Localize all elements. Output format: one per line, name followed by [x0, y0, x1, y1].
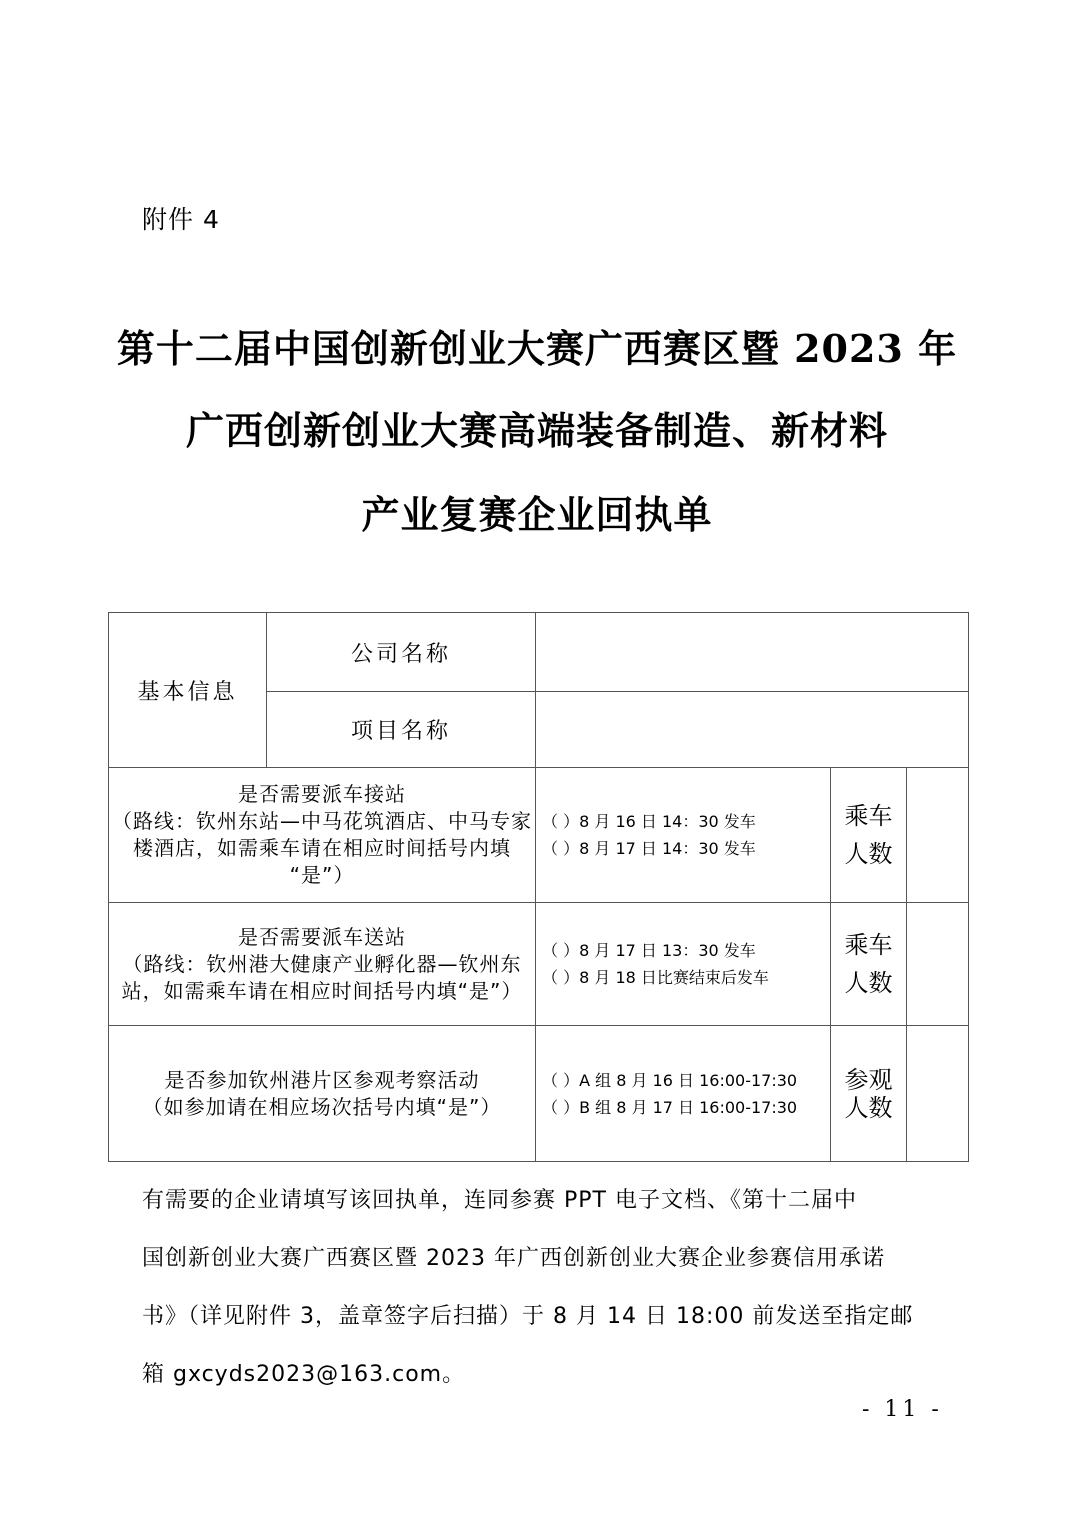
title-line-2: 广西创新创业大赛高端装备制造、新材料 [185, 408, 888, 453]
visit-count-label [831, 1026, 907, 1162]
title-line-3: 产业复赛企业回执单 [361, 492, 713, 537]
page-number: - 11 - [862, 1397, 943, 1422]
table-row-visit [109, 1026, 969, 1162]
submission-note [142, 1172, 942, 1404]
dropoff-question-line: （路线：钦州港大健康产业孵化器—钦州东 [122, 951, 522, 976]
pickup-question [109, 768, 536, 903]
dropoff-question [109, 903, 536, 1026]
table-row-company [109, 613, 969, 692]
dropoff-count-label [831, 903, 907, 1026]
pickup-count-field[interactable] [907, 768, 969, 903]
pickup-count-label-line: 人数 [844, 840, 893, 868]
note-line: 箱 gxcyds2023@163.com。 [142, 1362, 466, 1387]
dropoff-question-line: 站，如需乘车请在相应时间括号内填“是”） [121, 978, 523, 1003]
table-row-dropoff [109, 903, 969, 1026]
pickup-option-2[interactable]: （ ）8 月 17 日 14：30 发车 [542, 839, 756, 858]
company-name-field[interactable] [536, 613, 969, 692]
pickup-question-line: （路线：钦州东站—中马花筑酒店、中马专家 [112, 809, 532, 833]
visit-option-a[interactable]: （ ）A 组 8 月 16 日 16:00-17:30 [542, 1070, 798, 1090]
receipt-form-table [108, 612, 969, 1162]
visit-question-line: （如参加请在相应场次括号内填“是”） [142, 1094, 502, 1119]
pickup-count-label-line: 乘车 [844, 802, 893, 830]
dropoff-count-label-line: 乘车 [844, 931, 893, 959]
visit-question-line: 是否参加钦州港片区参观考察活动 [164, 1067, 480, 1092]
visit-question [109, 1026, 536, 1162]
pickup-options [536, 768, 831, 903]
visit-count-field[interactable] [907, 1026, 969, 1162]
dropoff-option-1[interactable]: （ ）8 月 17 日 13：30 发车 [542, 941, 756, 960]
pickup-question-line: 是否需要派车接站 [238, 782, 406, 806]
pickup-count-label [831, 768, 907, 903]
dropoff-option-2[interactable]: （ ）8 月 18 日比赛结束后发车 [542, 968, 769, 987]
dropoff-options [536, 903, 831, 1026]
note-line: 书》（详见附件 3，盖章签字后扫描）于 8 月 14 日 18:00 前发送至指定邮 [142, 1304, 914, 1329]
visit-option-b[interactable]: （ ）B 组 8 月 17 日 16:00-17:30 [542, 1097, 798, 1117]
visit-options [536, 1026, 831, 1162]
visit-count-label-line: 人数 [844, 1093, 893, 1122]
title-line-1: 第十二届中国创新创业大赛广西赛区暨 2023 年 [116, 326, 958, 371]
note-line: 有需要的企业请填写该回执单，连同参赛 PPT 电子文档、《第十二届中 [142, 1188, 857, 1213]
dropoff-question-line: 是否需要派车送站 [238, 924, 406, 949]
table-row-pickup [109, 768, 969, 903]
project-name-label: 项目名称 [267, 692, 536, 768]
project-name-field[interactable] [536, 692, 969, 768]
note-line: 国创新创业大赛广西赛区暨 2023 年广西创新创业大赛企业参赛信用承诺 [142, 1246, 885, 1271]
dropoff-count-label-line: 人数 [844, 969, 893, 997]
visit-count-label-line: 参观 [844, 1065, 893, 1094]
basic-info-label: 基本信息 [109, 613, 267, 768]
company-name-label: 公司名称 [267, 613, 536, 692]
attachment-label: 附件 4 [142, 205, 220, 234]
pickup-question-line: “是”） [289, 863, 355, 887]
pickup-question-line: 楼酒店，如需乘车请在相应时间括号内填 [133, 836, 511, 860]
dropoff-count-field[interactable] [907, 903, 969, 1026]
pickup-option-1[interactable]: （ ）8 月 16 日 14：30 发车 [542, 812, 756, 831]
